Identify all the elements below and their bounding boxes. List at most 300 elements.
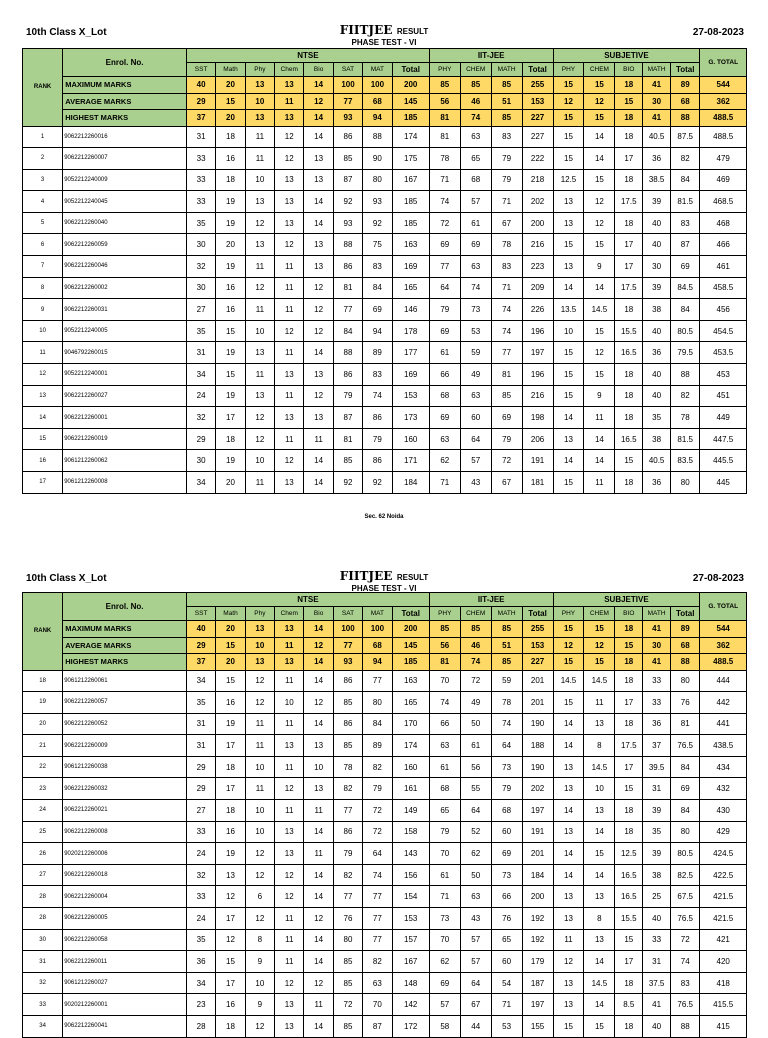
score-cell: 466 <box>700 234 747 256</box>
score-cell: 84 <box>363 713 392 735</box>
score-cell: 12 <box>245 692 274 714</box>
score-cell: 78 <box>333 756 362 778</box>
score-cell: 15 <box>584 1016 615 1038</box>
score-cell: 13 <box>275 821 304 843</box>
summary-value: 56 <box>429 637 460 654</box>
score-cell: 68 <box>491 800 522 822</box>
score-cell: 93 <box>333 212 362 234</box>
score-cell: 69 <box>671 778 700 800</box>
score-cell: 82 <box>333 778 362 800</box>
table-row <box>23 191 747 213</box>
score-cell: 31 <box>186 735 215 757</box>
ntse-col-sat: SAT <box>333 607 362 621</box>
score-cell: 84 <box>671 800 700 822</box>
score-cell: 72 <box>671 929 700 951</box>
score-cell: 84 <box>363 277 392 299</box>
ntse-col-total: Total <box>392 607 429 621</box>
score-cell: 71 <box>429 886 460 908</box>
score-cell: 14 <box>553 735 584 757</box>
score-cell: 79 <box>491 428 522 450</box>
score-cell: 13 <box>275 407 304 429</box>
rank-cell: 19 <box>23 692 63 714</box>
score-cell: 30 <box>186 234 215 256</box>
score-cell: 88 <box>363 126 392 148</box>
score-cell: 197 <box>522 994 553 1016</box>
score-cell: 177 <box>392 342 429 364</box>
score-cell: 53 <box>460 320 491 342</box>
summary-value: 12 <box>304 93 333 110</box>
score-cell: 77 <box>363 886 392 908</box>
score-cell: 196 <box>522 364 553 386</box>
table-row <box>23 864 747 886</box>
summary-value: 74 <box>460 654 491 671</box>
score-cell: 14 <box>584 277 615 299</box>
score-cell: 12 <box>304 972 333 994</box>
enrol-cell: 9062212260018 <box>63 864 187 886</box>
table-row <box>23 843 747 865</box>
enrol-cell: 9062212260040 <box>63 212 187 234</box>
summary-value: 100 <box>363 621 392 638</box>
enrol-cell: 9052212240045 <box>63 191 187 213</box>
score-cell: 191 <box>522 821 553 843</box>
score-cell: 13 <box>245 234 274 256</box>
ntse-group-header: NTSE <box>186 593 429 607</box>
summary-value: 15 <box>584 110 615 127</box>
score-cell: 11 <box>245 778 274 800</box>
score-cell: 43 <box>460 908 491 930</box>
score-cell: 88 <box>333 342 362 364</box>
summary-value: 13 <box>275 621 304 638</box>
rank-cell: 10 <box>23 320 63 342</box>
subj-col-chem: CHEM <box>584 607 615 621</box>
score-cell: 447.5 <box>700 428 747 450</box>
score-cell: 63 <box>460 385 491 407</box>
score-cell: 14 <box>304 191 333 213</box>
score-cell: 158 <box>392 821 429 843</box>
score-cell: 201 <box>522 692 553 714</box>
score-cell: 17 <box>216 778 245 800</box>
score-cell: 9 <box>584 256 615 278</box>
score-cell: 35 <box>186 212 215 234</box>
summary-value: 94 <box>363 654 392 671</box>
score-cell: 14 <box>584 148 615 170</box>
score-cell: 11 <box>304 800 333 822</box>
score-cell: 87 <box>671 234 700 256</box>
score-cell: 72 <box>429 212 460 234</box>
score-cell: 39 <box>643 800 671 822</box>
score-cell: 69 <box>429 320 460 342</box>
enrol-cell: 9062212260052 <box>63 713 187 735</box>
score-cell: 13 <box>304 778 333 800</box>
score-cell: 445 <box>700 472 747 494</box>
rank-cell: 33 <box>23 994 63 1016</box>
summary-value: 51 <box>491 93 522 110</box>
score-cell: 461 <box>700 256 747 278</box>
enrol-cell: 9062212260001 <box>63 407 187 429</box>
summary-value: 14 <box>304 110 333 127</box>
score-cell: 13 <box>275 472 304 494</box>
table-row <box>23 385 747 407</box>
score-cell: 86 <box>333 713 362 735</box>
score-cell: 57 <box>429 994 460 1016</box>
score-cell: 190 <box>522 713 553 735</box>
summary-value: 85 <box>460 621 491 638</box>
score-cell: 83 <box>363 364 392 386</box>
score-cell: 13 <box>553 756 584 778</box>
score-cell: 43 <box>460 472 491 494</box>
score-cell: 81 <box>429 126 460 148</box>
score-cell: 15.5 <box>615 908 643 930</box>
score-cell: 15 <box>584 364 615 386</box>
score-cell: 197 <box>522 342 553 364</box>
score-cell: 83 <box>363 256 392 278</box>
score-cell: 11 <box>245 472 274 494</box>
score-cell: 18 <box>216 126 245 148</box>
ntse-col-mat: MAT <box>363 607 392 621</box>
summary-value: 13 <box>275 110 304 127</box>
ntse-col-math: Math <box>216 607 245 621</box>
score-cell: 200 <box>522 212 553 234</box>
score-cell: 13 <box>275 994 304 1016</box>
score-cell: 456 <box>700 299 747 321</box>
rank-cell: 28 <box>23 908 63 930</box>
grand-total-header: G. TOTAL <box>700 593 747 621</box>
score-cell: 16 <box>216 148 245 170</box>
score-cell: 14.5 <box>584 670 615 692</box>
rank-cell: 2 <box>23 148 63 170</box>
score-cell: 35 <box>186 692 215 714</box>
score-cell: 17 <box>216 735 245 757</box>
score-cell: 89 <box>363 342 392 364</box>
table-row <box>23 428 747 450</box>
score-cell: 422.5 <box>700 864 747 886</box>
score-cell: 75 <box>363 234 392 256</box>
score-cell: 14 <box>304 670 333 692</box>
enrol-cell: 9062212260007 <box>63 148 187 170</box>
score-cell: 25 <box>643 886 671 908</box>
score-cell: 40 <box>643 320 671 342</box>
enrol-cell: 9061212260038 <box>63 756 187 778</box>
summary-value: 13 <box>245 110 274 127</box>
table-row <box>23 212 747 234</box>
ntse-col-math: Math <box>216 63 245 77</box>
score-cell: 24 <box>186 385 215 407</box>
iit-col-chem: CHEM <box>460 607 491 621</box>
score-cell: 226 <box>522 299 553 321</box>
score-cell: 69 <box>491 843 522 865</box>
score-cell: 13 <box>553 212 584 234</box>
score-cell: 13 <box>304 407 333 429</box>
score-cell: 14 <box>304 1016 333 1038</box>
score-cell: 74 <box>363 864 392 886</box>
score-cell: 66 <box>491 886 522 908</box>
score-cell: 54 <box>491 972 522 994</box>
subj-col-total: Total <box>671 63 700 77</box>
score-cell: 432 <box>700 778 747 800</box>
score-cell: 33 <box>186 148 215 170</box>
score-cell: 60 <box>491 821 522 843</box>
score-cell: 19 <box>216 385 245 407</box>
summary-label: HIGHEST MARKS <box>63 654 187 671</box>
score-cell: 84 <box>671 299 700 321</box>
score-cell: 86 <box>363 407 392 429</box>
table-row <box>23 778 747 800</box>
score-cell: 19 <box>216 256 245 278</box>
score-cell: 9 <box>245 951 274 973</box>
rank-cell: 12 <box>23 364 63 386</box>
summary-value: 13 <box>275 654 304 671</box>
score-cell: 70 <box>429 929 460 951</box>
table-row <box>23 735 747 757</box>
score-cell: 12 <box>584 342 615 364</box>
score-cell: 415 <box>700 1016 747 1038</box>
rank-cell: 25 <box>23 821 63 843</box>
summary-label: MAXIMUM MARKS <box>63 77 187 94</box>
score-cell: 67 <box>460 994 491 1016</box>
score-cell: 13.5 <box>553 299 584 321</box>
score-cell: 190 <box>522 756 553 778</box>
rank-cell: 24 <box>23 800 63 822</box>
score-cell: 10 <box>245 821 274 843</box>
score-cell: 40 <box>643 908 671 930</box>
enrol-cell: 9061212260061 <box>63 670 187 692</box>
score-cell: 201 <box>522 843 553 865</box>
summary-value: 88 <box>671 654 700 671</box>
enrol-cell: 9052212240009 <box>63 169 187 191</box>
score-cell: 12 <box>245 843 274 865</box>
score-cell: 56 <box>460 756 491 778</box>
score-cell: 33 <box>643 692 671 714</box>
score-cell: 11 <box>275 299 304 321</box>
score-cell: 78 <box>671 407 700 429</box>
score-cell: 18 <box>615 670 643 692</box>
score-cell: 146 <box>392 299 429 321</box>
score-cell: 76 <box>333 908 362 930</box>
summary-value: 20 <box>216 654 245 671</box>
score-cell: 149 <box>392 800 429 822</box>
class-lot-label: 10th Class X_Lot <box>26 573 107 584</box>
score-cell: 32 <box>186 256 215 278</box>
rank-cell: 22 <box>23 756 63 778</box>
score-cell: 18 <box>615 169 643 191</box>
rank-cell: 17 <box>23 472 63 494</box>
score-cell: 8 <box>245 929 274 951</box>
summary-value: 10 <box>245 93 274 110</box>
score-cell: 65 <box>491 929 522 951</box>
subj-col-chem: CHEM <box>584 63 615 77</box>
score-cell: 84.5 <box>671 277 700 299</box>
summary-value: 41 <box>643 654 671 671</box>
score-cell: 17.5 <box>615 277 643 299</box>
summary-value: 85 <box>491 77 522 94</box>
score-cell: 178 <box>392 320 429 342</box>
score-cell: 79 <box>333 385 362 407</box>
score-cell: 24 <box>186 843 215 865</box>
score-cell: 36 <box>643 472 671 494</box>
score-cell: 191 <box>522 450 553 472</box>
score-cell: 14 <box>584 821 615 843</box>
score-cell: 14.5 <box>584 299 615 321</box>
score-cell: 442 <box>700 692 747 714</box>
score-cell: 9 <box>245 994 274 1016</box>
score-cell: 83 <box>671 212 700 234</box>
score-cell: 27 <box>186 800 215 822</box>
score-cell: 29 <box>186 778 215 800</box>
score-cell: 81 <box>333 428 362 450</box>
score-cell: 445.5 <box>700 450 747 472</box>
score-cell: 50 <box>460 713 491 735</box>
score-cell: 41 <box>643 994 671 1016</box>
score-cell: 15 <box>553 364 584 386</box>
score-cell: 34 <box>186 364 215 386</box>
score-cell: 13 <box>275 212 304 234</box>
score-cell: 12 <box>216 929 245 951</box>
enrol-cell: 9062212260021 <box>63 800 187 822</box>
rank-cell: 3 <box>23 169 63 191</box>
score-cell: 38 <box>643 864 671 886</box>
score-cell: 10 <box>553 320 584 342</box>
score-cell: 12 <box>584 212 615 234</box>
score-cell: 20 <box>216 234 245 256</box>
table-row <box>23 234 747 256</box>
score-cell: 87 <box>333 169 362 191</box>
score-cell: 13 <box>245 342 274 364</box>
summary-value: 145 <box>392 637 429 654</box>
score-cell: 13 <box>304 234 333 256</box>
ntse-group-header: NTSE <box>186 49 429 63</box>
score-cell: 74 <box>491 320 522 342</box>
score-cell: 92 <box>363 472 392 494</box>
score-cell: 61 <box>429 342 460 364</box>
table-row <box>23 908 747 930</box>
score-cell: 93 <box>363 191 392 213</box>
score-cell: 65 <box>460 148 491 170</box>
score-cell: 11 <box>245 364 274 386</box>
ntse-col-chem: Chem <box>275 607 304 621</box>
score-cell: 79 <box>363 428 392 450</box>
score-cell: 52 <box>460 821 491 843</box>
score-cell: 40 <box>643 234 671 256</box>
score-cell: 13 <box>584 800 615 822</box>
score-cell: 77 <box>333 299 362 321</box>
score-cell: 468.5 <box>700 191 747 213</box>
score-cell: 44 <box>460 1016 491 1038</box>
summary-value: 18 <box>615 110 643 127</box>
summary-value: 85 <box>491 654 522 671</box>
table-row <box>23 756 747 778</box>
score-cell: 10 <box>245 450 274 472</box>
score-cell: 77 <box>333 886 362 908</box>
score-cell: 73 <box>460 299 491 321</box>
table-row <box>23 450 747 472</box>
score-cell: 38 <box>643 299 671 321</box>
score-cell: 14 <box>584 450 615 472</box>
score-cell: 10 <box>245 972 274 994</box>
score-cell: 37.5 <box>643 972 671 994</box>
score-cell: 85 <box>333 735 362 757</box>
score-cell: 63 <box>429 735 460 757</box>
score-cell: 13 <box>553 256 584 278</box>
ntse-col-mat: MAT <box>363 63 392 77</box>
brand-suffix: RESULT <box>396 27 429 36</box>
score-cell: 10 <box>245 169 274 191</box>
ntse-col-chem: Chem <box>275 63 304 77</box>
score-cell: 32 <box>186 864 215 886</box>
summary-value: 56 <box>429 93 460 110</box>
score-cell: 12 <box>275 972 304 994</box>
score-cell: 13 <box>304 735 333 757</box>
test-subtitle: PHASE TEST - VI <box>351 584 417 593</box>
score-cell: 13 <box>553 428 584 450</box>
summary-value: 488.5 <box>700 110 747 127</box>
score-cell: 148 <box>392 972 429 994</box>
score-cell: 80 <box>671 821 700 843</box>
score-cell: 13 <box>304 256 333 278</box>
score-cell: 16 <box>216 299 245 321</box>
score-cell: 61 <box>429 756 460 778</box>
score-cell: 12 <box>245 908 274 930</box>
score-cell: 71 <box>491 277 522 299</box>
score-cell: 66 <box>429 713 460 735</box>
score-cell: 31 <box>643 778 671 800</box>
score-cell: 19 <box>216 212 245 234</box>
summary-value: 12 <box>584 637 615 654</box>
score-cell: 85 <box>333 951 362 973</box>
enrol-cell: 9062212260046 <box>63 256 187 278</box>
score-cell: 61 <box>429 864 460 886</box>
score-cell: 49 <box>460 692 491 714</box>
score-cell: 74 <box>671 951 700 973</box>
score-cell: 161 <box>392 778 429 800</box>
score-cell: 85 <box>333 692 362 714</box>
summary-value: 544 <box>700 621 747 638</box>
score-cell: 12 <box>245 670 274 692</box>
rank-cell: 32 <box>23 972 63 994</box>
score-cell: 15 <box>553 692 584 714</box>
summary-value: 68 <box>671 93 700 110</box>
ntse-col-phy: Phy <box>245 63 274 77</box>
score-cell: 15 <box>615 450 643 472</box>
summary-value: 85 <box>460 77 491 94</box>
rank-cell: 14 <box>23 407 63 429</box>
score-cell: 67.5 <box>671 886 700 908</box>
score-cell: 11 <box>245 735 274 757</box>
score-cell: 12 <box>275 320 304 342</box>
summary-value: 255 <box>522 621 553 638</box>
score-cell: 87.5 <box>671 126 700 148</box>
score-cell: 76.5 <box>671 994 700 1016</box>
iit-col-phy: PHY <box>429 607 460 621</box>
score-cell: 57 <box>460 450 491 472</box>
score-cell: 13 <box>553 994 584 1016</box>
result-date: 27-08-2023 <box>692 573 744 584</box>
score-cell: 12 <box>275 148 304 170</box>
score-cell: 181 <box>522 472 553 494</box>
score-cell: 38 <box>643 428 671 450</box>
score-cell: 479 <box>700 148 747 170</box>
score-cell: 449 <box>700 407 747 429</box>
score-cell: 18 <box>615 299 643 321</box>
brand-suffix: RESULT <box>396 573 429 582</box>
summary-value: 85 <box>429 621 460 638</box>
score-cell: 57 <box>460 951 491 973</box>
summary-value: 15 <box>584 621 615 638</box>
score-cell: 171 <box>392 450 429 472</box>
score-cell: 32 <box>186 407 215 429</box>
score-cell: 77 <box>491 342 522 364</box>
score-cell: 40 <box>643 385 671 407</box>
score-cell: 82 <box>671 385 700 407</box>
